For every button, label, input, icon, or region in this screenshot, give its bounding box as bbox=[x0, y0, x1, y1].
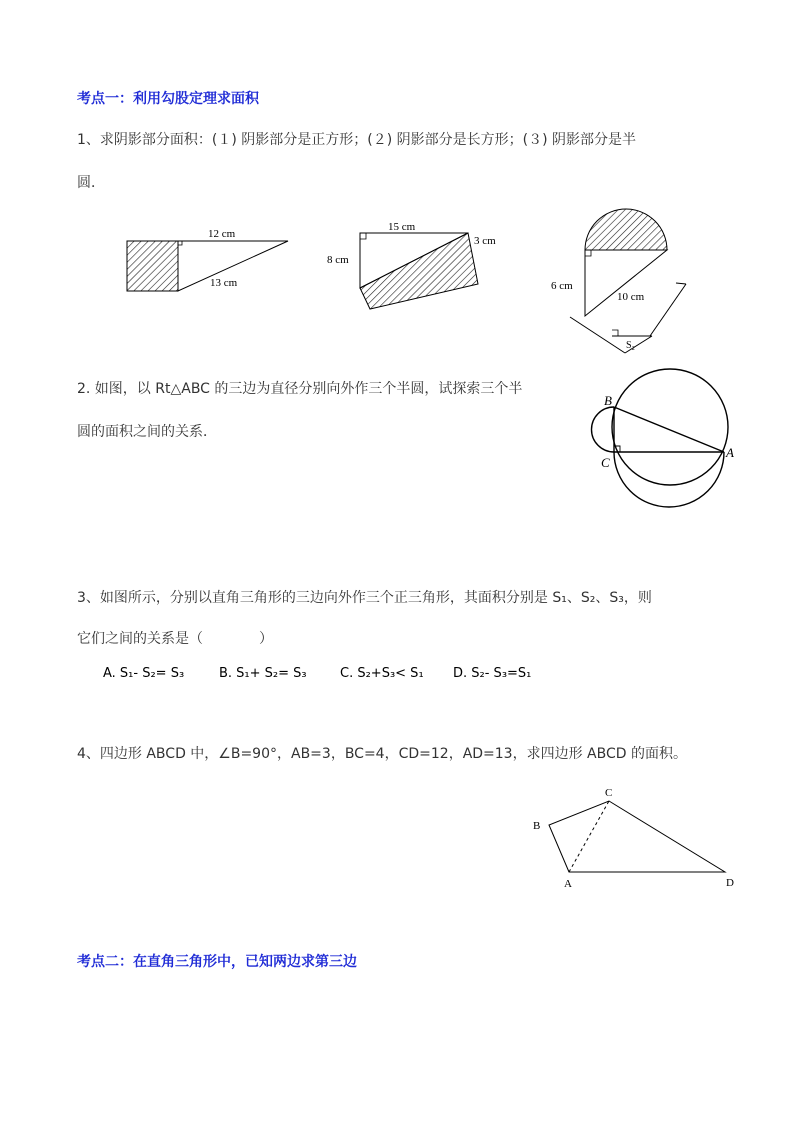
q2-semicircle-bc bbox=[592, 407, 615, 452]
q2-label-a: A bbox=[726, 445, 734, 460]
fig1-hyp-label: 13 cm bbox=[210, 277, 238, 289]
q2-semicircle-ca bbox=[614, 452, 724, 507]
q3-option-a: A. S₁- S₂= S₃ bbox=[103, 666, 185, 681]
fig2-shaded-rectangle bbox=[360, 233, 478, 309]
q4-label-a: A bbox=[564, 878, 572, 890]
q4-diagonal-ac bbox=[569, 801, 609, 872]
q4-label-c: C bbox=[605, 787, 613, 799]
fig2-right-angle bbox=[360, 233, 366, 239]
fig3-aux-right-angle bbox=[612, 330, 618, 336]
fig1-right-angle bbox=[178, 241, 182, 245]
fig2-right-label: 3 cm bbox=[474, 235, 496, 247]
fig3-hyp-label: 10 cm bbox=[617, 291, 645, 303]
q4-label-b: B bbox=[533, 820, 541, 832]
q3-option-b: B. S₁+ S₂= S₃ bbox=[219, 666, 307, 681]
q1-figure2 bbox=[327, 221, 496, 309]
fig3-aux-line bbox=[650, 284, 686, 336]
q3-text-line2: 它们之间的关系是（ ） bbox=[77, 631, 273, 647]
q3-option-d: D. S₂- S₃=S₁ bbox=[453, 666, 532, 681]
q4-label-d: D bbox=[726, 877, 734, 889]
fig2-top-label: 15 cm bbox=[388, 221, 416, 233]
fig2-left-label: 8 cm bbox=[327, 254, 349, 266]
q1-figure1 bbox=[127, 228, 288, 291]
section2-heading: 考点二：在直角三角形中，已知两边求第三边 bbox=[77, 954, 357, 970]
fig3-left-label: 6 cm bbox=[551, 280, 573, 292]
q4-text: 4、四边形 ABCD 中，∠B=90°，AB=3，BC=4，CD=12，AD=13，求四边形 ABCD 的面积。 bbox=[77, 746, 687, 762]
q2-figure bbox=[592, 369, 735, 507]
fig3-right-angle bbox=[585, 250, 591, 256]
q3-option-c: C. S₂+S₃< S₁ bbox=[340, 666, 424, 681]
q3-text-line1: 3、如图所示，分别以直角三角形的三边向外作三个正三角形，其面积分别是 S₁、S₂、S₃，则 bbox=[77, 590, 652, 606]
fig3-shaded-semicircle bbox=[585, 209, 667, 250]
q2-label-c: C bbox=[601, 455, 610, 470]
q2-semicircle-ab bbox=[612, 369, 728, 485]
fig3-aux-tick bbox=[676, 283, 686, 284]
q4-figure bbox=[533, 787, 734, 890]
q1-figure3 bbox=[551, 209, 686, 353]
q1-text-line1: 1、求阴影部分面积：(１) 阴影部分是正方形；(２) 阴影部分是长方形；(３) 阴影部分是半 bbox=[77, 132, 637, 148]
q2-side-ab bbox=[614, 407, 724, 452]
q2-text-line2: 圆的面积之间的关系． bbox=[77, 424, 217, 440]
fig1-shaded-square bbox=[127, 241, 178, 291]
q2-label-b: B bbox=[604, 393, 612, 408]
fig1-top-label: 12 cm bbox=[208, 228, 236, 240]
fig3-aux-left bbox=[570, 317, 625, 353]
q2-text-line1: 2. 如图，以 Rt△ABC 的三边为直径分别向外作三个半圆，试探索三个半 bbox=[77, 381, 523, 397]
fig3-s2-label: S₂ bbox=[626, 340, 636, 351]
q1-text-line2: 圆． bbox=[77, 175, 105, 191]
section1-heading: 考点一：利用勾股定理求面积 bbox=[77, 91, 259, 107]
fig3-triangle bbox=[585, 250, 667, 316]
